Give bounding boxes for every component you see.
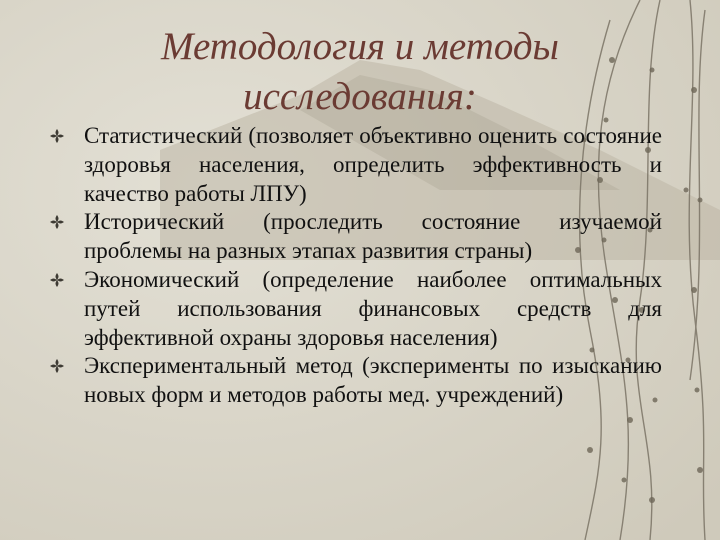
list-item-text: Статистический (позволяет объективно оценить состояние здоровья населения, определить эффективность и качество работы ЛПУ) (84, 123, 662, 206)
list-item-text: Экспериментальный метод (эксперименты по изысканию новых форм и методов работы мед. учреждений) (84, 353, 662, 408)
list-item-economic (50, 266, 662, 352)
list-item-text: Экономический (определение наиболее оптимальных путей использования финансовых средств для эффективной охраны здоровья населения) (84, 266, 662, 350)
four-leaf-bullet-icon (50, 273, 64, 287)
methods-list (50, 122, 662, 410)
slide-title (60, 22, 660, 122)
four-leaf-bullet-icon (50, 215, 64, 229)
list-item-text: Исторический (проследить состояние изучаемой проблемы на разных этапах развития страны) (84, 209, 662, 264)
slide-title-line2: исследования: (243, 75, 477, 118)
slide-title-line1: Методология и методы (161, 25, 559, 68)
four-leaf-bullet-icon (50, 129, 64, 143)
list-item-historical (50, 208, 662, 266)
list-item-statistical (50, 122, 662, 208)
four-leaf-bullet-icon (50, 359, 64, 373)
list-item-experimental (50, 352, 662, 410)
